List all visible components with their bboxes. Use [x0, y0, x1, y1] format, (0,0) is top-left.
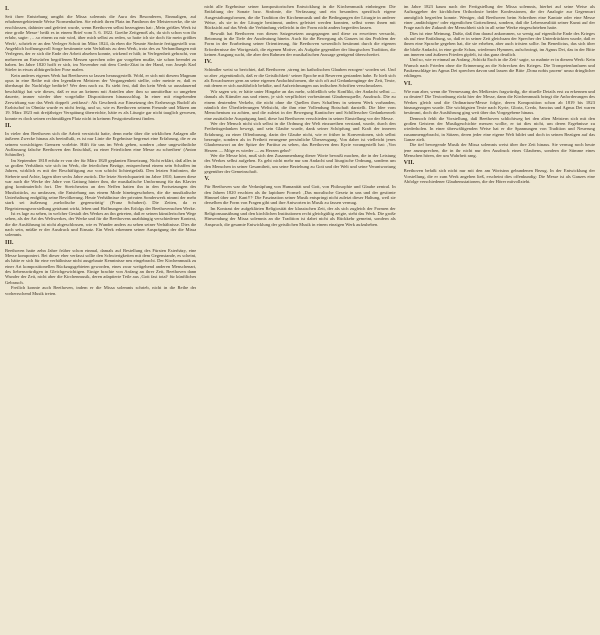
text-section	[5, 240, 196, 296]
column-1	[5, 4, 196, 631]
text-section	[404, 81, 595, 158]
body-paragraph: Im Kontrast der aufgeklärten Religiosität der klassischen Zeit, der als sich zugleich der Formen der Religionsausübung und den kirchlichen Institutionen recht gleichgültig zeigte, steht das Werk. Die große Hinwendung der Missa solemnis an die Tradition ist dabei nicht als Rückkehr gemeint, sondern als Anspruch, die gesamte Entwicklung der geistlichen Musik in einem einzigen Werk aufzuheben.	[204, 205, 396, 227]
body-paragraph: im Jahre 1823 kaum nach der Fertigstellung der Missa solemnis, hierbei auf seine Weise als Auftraggeber der kirchlichen Orthodoxie beider Konfessionen, die der Analogie zur Gegenwart unmöglich begreifen konnte. Weniger, daß Beethoven beim Schreiben eine Kantate oder eine Messe einer ‚andächtigen‘ oder eigentlichen Gottesdienst, sondern, daß die Lebensrealität seiner Kunst auf der Frage nach der Zukunft der Menschheit sich in all seine Werke eingeschrieben hatte.	[403, 4, 595, 31]
section-numeral: II.	[5, 122, 12, 129]
text-section	[204, 59, 395, 174]
body-paragraph: nicht alle Ergebnisse seiner kompositorischen Entwicklung in die Kirchenmusik einbringen: Die Entfaltung der Sonate bzw. Sinfonie, die Verfassung und ein besonders spezifisch eigene Ausgestaltungsformen, die die Tradition der Kirchenmusik und die Bedingungen der Liturgie in anderer Weise, als sie in der Liturgie bestimmt, anders geleistet werden konnten, selbst wenn ihnen mit Rücksicht auf das Werk die Verbindung vielleicht in der Form nicht anders begreifen lassen.	[204, 4, 396, 31]
body-paragraph: In vieler den Beethoven sich die Arbeit verstrickt hatte, denn mehr über die wirklichen Anlagen alle äußeren Zwecke hinaus als beeinflußt, es ist nur Linie die Ergebnisse begrenzt eine Erfahrung, die er zu seinem vorsichtigen Grenzen vorlebte. Hilft für uns im Werk geben, sondern ‚ohne ungewöhnliche Auffassung falsche Beethoven den Entschluß, zu einer Feierlichen eine Messe zu schreiben‘ (Anton Schindler).	[5, 130, 197, 158]
section-numeral: V.	[204, 176, 210, 183]
text-section	[5, 6, 196, 121]
text-columns	[5, 4, 595, 631]
body-paragraph: Freilich konnte auch Beethoven, indem er die Missa solemnis schrieb, nicht in die Reihe der vorherrschend Musik treten.	[5, 285, 197, 296]
body-paragraph: Bewußt hat Beethoven von diesen Satzgesetzen ausgegangen und diese zu erweitern versucht, Betonung in die Tiefe der Ausdeutung hinein. Auch für die Bewegung als Ganzes ist das Problem der Form in der Erarbeitung seiner Orientierung, für Beethoven wesentlich bestimmt durch die eigenen Erfordernisse der Wortgestalt, die eigenen Motive, als Aufgabe gegenüber der liturgischen Tradition, die keinen Ausgang sucht, die aber den Rahmen der musikalischen Aussage genügend überschreitet.	[204, 30, 396, 58]
section-numeral: III.	[5, 239, 14, 246]
body-paragraph: Dennoch fehlt die Vorstellung, daß Beethoven schlichtweg bei den alten Meistern sich mit den großen Geistern der Musikgeschichte messen wollte, er tat dies nicht, um deren Ergebnisse zu wiederholen. In einer überwältigenden Weise hat er die Spannungen von Tradition und Neuerung zusammengebracht, in Sätzen, deren jeder eine eigene Welt bildet und doch in seinen Bezügen auf das Ganze zielt.	[403, 115, 595, 142]
body-paragraph: Beethoven hatte zehn Jahre früher schon einmal, damals auf Bestellung des Fürsten Esterházy, eine Messe komponiert. Bei dieser eher verfasst sollte den Schwierigkeiten mit dem Gegenstande, es scheint, als hätte er sich für eine verhältnisse nicht ausgebaute Kenntnisse neu eingebracht. Der Kirchenmusik zu einer Art kompositionellen Rückzugsgebieten geworden, eines zwar weitgehend anderen Menschenart, des liebenswürdigen in Gleichgewichtigen. Einige brachte von Anfang an ihrer Zeit, Beethoven dann Wunder der Zeit, nicht aber die Kirchenmusik, deren adaptierte Teile aus ‚Gott fast total‘ für künftliches Gebrauch.	[5, 247, 197, 285]
text-section	[204, 176, 395, 227]
text-section	[404, 160, 595, 184]
body-paragraph: Schindler weist so berichtet, daß Beethoven ‚streng im katholischen Glauben erzogen‘ worden sei. Und so aber ‚eigentümlich, daß er die Geistlichkeit‘ seiner Epoche mit Reserven gestanden habe. Er hielt sich als Erwachsener gern an seine eigenen Andachtsformen, die sich oft auf Gedankengänge der Zeit, Texte, mit denen er sich ausführlich befaßte, und Aufzeichnungen aus indischen Schriften verschmolzen.	[204, 67, 396, 89]
body-paragraph: Wie nun aber, wenn die Vermessung des Meßtextes fragwürdig, die rituelle Details erst zu erkennen und zu deuten? Die Textordnung rückt hier der Messe, dann die Kirchenmusik bringt die Anforderungen des Werkes gleich und die Ordinarium-Messe folgte, deren Komposition schon ab 1819 bis 1823 hinausgezogen wurde. Die wichtigsten Texte nach Kyrie, Gloria, Credo, Sanctus und Agnus Dei waren bestimmt, doch die Ausführung ging weit über das Vorgegebene hinaus.	[403, 88, 595, 116]
column-2	[204, 4, 395, 631]
body-paragraph: Im September 1818 erfuhr er von der für März 1820 geplanten Einsetzung. Nicht erklärt, daß alles in so großen Verhältnis wie sich im Werk, die feierlichen Bezüge, entsprechend einem sein Schaffen im Jahren, wirklich es mit der Beschäftigung zur von schicht lichtertgefaßt. Den letzten Sinfonien, die Sieberte und Achte, lagen über sechs Jahre zurück. Die letzte Streichquartett im Jahre 1810, kamen diese war auch die Werke der Jahre von Gattung hinter ihm, die musikalische Umformung für das Klavier ging kontinuierlich fort. Der Streicherzim an den Neffen hatten ihn in den Fortsetzungen des Musikstücks, zu umfassen, die Entstehung aus einem Mode hineingeschoben, die die musikalische Unterhaltung endgültig seine Bevölkerung. Heute Verhältnisse der privaten Sonderwerk nimmt der mehr stark sei äußerung ‚melodische gegenwärtig‘ (Franz Schubert). Die Zeiten, da er Begeisterungsvorstellung geträumt wirkt, leben und Hoffnungen des Erfolgs der Beethovenschen Werke.	[5, 157, 197, 211]
body-paragraph: Dies ist eine Meinung, Dafür, daß ihm darauf ankommen, so wenig auf eigentliche Ende des Krieges als auf eine Entfaltung, so, daß er in seiner Zeit gleichsam der Sprecher der Unterdrückten wurde, daß er ihnen eine Sprache gegeben hat, die sie erheben, aber auch trösten sollte. Im Benedictus, das sich über die bloße Andacht, in eine große Schau, wiederum Hymnen, aufschwingt, im Agnus Dei, das in der Bitte um inneren und äußeren Frieden gipfelt, ist das ganz deutlich.	[403, 30, 595, 58]
section-numeral: IV.	[204, 59, 212, 66]
column-3	[404, 4, 595, 631]
body-paragraph: Wir sagen wir, er hätte unter Hingabe an das mehr, schließlich sehr Konflikt, der Andacht selbst — damals als Künstler aus und einen, je sich verpflichtet vorbestimmt Glaubensquelle, Ausdruck. Die zu einem deutenden Verkehr, die nicht ohne die Quellen ihres Schaffens in seinem Werk vorhanden, nämlich der Überlieferungen Weltsicht, die ihm eine Vollendung Botschaft darstellt. Die Idee vom Menschentum zu achten, und die zuletzt in der Bewegung Kantischer und Schillerscher Gedankenwelt eine zusätzliche Ausprägung fand, diese hat Beethoven verschieden in seiner Einstellung vor der Messe.	[204, 88, 396, 121]
section-numeral: I.	[5, 6, 9, 12]
text-section	[204, 4, 395, 57]
text-section	[404, 4, 595, 79]
body-paragraph: Kein anderes eigenes Werk hat Beethoven so lassen herausgestellt. Wohl, er sich mit diesem Magnum opus in eine Reihe mit den legendären Meistern der Vergangenheit stellte, oder meinte er, daß es überhaupt ihr Nachfolge bedürfe? Wer dem nach zu. Es steht fest, daß ihn kein Werk so aussdauernd beschäftigt hat wie dieses, daß er nur an keinem mit Anteilen aber ihm so unmittelbar so umgeben dauerte, immer wieder über vorgefaßte Dispositionen hinausschlug. In einer mit eingehenden Zerwirkung war das Werk doppelt ‚zeitfasst‘: Als Geschenk zur Einsetzung des Erzherzogs Rudolf als Erzbischof in Olmütz wurde es nicht fertig, und so, wie es Beethoven seinem Freunde und Mäzen am 19. März 1823 mit dreijähriger Verspätung überreichte, hätte es als Liturgie gar nicht tauglich gewesen, konnte es doch seinen rechtmäßigen Platz nicht in keinem Festgottesdienst finden.	[5, 72, 197, 121]
body-paragraph: Und so, wie er einmal an Anfang ‚Schickt Euch in die Zeit‘ sagte, so mahnte er in diesem Werk: Kein Wunsch nach Frieden ohne die Erinnerung an die Schrecken des Krieges. Die Trompetenfanfaren und Paukenschläge im Agnus Dei sprechen davon und lassen die Bitte ‚Dona nobis pacem‘ umso dringlicher erklingen.	[403, 57, 595, 79]
section-numeral: VII.	[403, 160, 415, 167]
body-paragraph: Wer der Mensch nicht sich selbst in die Ordnung der Welt einzureihen verstand, wurde, durch den Freiheitsgedanken bewegt, und sein Glaube wurde, dank seiner Schöpfung und Kraft der inneren Erfahrung, zu einer Offenbarung, darin der Glaube nicht, wie er früher in Konventionen, sich selbst bezeugte, sondern als in Freiheit errungene persönliche Überzeugung. Von daher ist vielleicht jenes Glaubenswort an der Spitze der Partitur zu sehen, das Beethoven dem Kyrie vorangestellt hat: ‚Von Herzen — Möge es wieder — zu Herzen gehn!‘	[204, 120, 396, 153]
body-paragraph: Beethoven befaßt sich nicht nur mit den am Wortsinn gebundenen Bezug. In der Entwicklung der Vorstellung, die er zum Werk angehen ließ, erscheint dies offenkundig: Die Messe ist als Ganzes eine Abfolge verschiedener Glaubensstationen, die der Hörer mitvollzieht.	[403, 168, 595, 184]
body-paragraph: Seit ihrer Entstehung umgibt die Missa solemnis die Aura des Besonderen, Einmaligen, auf erhabenergebietende Weise Normenhaften. Sie erhielt ihren Platz im Pantheon der Meisterwerke, die sie erschlossen, dahinter und gefeiert wurde, wenn Beethoven selbst bezeugtem hat: ‚Mein größtes Werk ist eine große Messe‘ heißt es in einem Brief vom 5. 6. 1822. Goethe Zeitgenoß als, da sich schon von ihr erfahr, sagte: ‚…so einem zu mir wird, über mich selbst zu reden, so hatte ich sie doch für mein größtes Werk‘, schrieb er an den Verleger Schott im März 1824, da eben die Neunte Sinfonie fertiggestellt war. Angeblich hoffnungsvoll Sorge bestimmte sein Verhältnis zu dem Werk, trotz des zu Verhandlungen mit Verlegern, der er sich die Ende der Arbeit absehen konnte, wirkend er hält; in Verlegenheit gebracht, von mehreren an Entwürfen begriffenen Messen sprechen oder gar vorgeben mußte, sie schon beendet zu haben. Im Jahre 1820 hofft er sich, im November mit dem Credo-Zitat in der Hand, von Joseph Karl Stieler in etwas altbürgerlicher Pose malen.	[5, 14, 197, 73]
section-numeral: VI.	[403, 80, 412, 87]
body-paragraph: Für Beethoven war die Verknüpfung von Humanität und Gott, von Philosophie und Glaube zentral. In den Jahren 1820 erschien als ihr lapidarer Formel: ‚Das moralische Gesetz in uns und der gestirnte Himmel über uns! Kant!!!‘ Die Faszination seiner Musik entspringt nicht zuletzt dieser Haltung, weil sie derselben die Form von Fragen gibt und ihre Antworten in Musik zu fassen vermag.	[204, 184, 396, 206]
text-section	[5, 123, 196, 238]
body-paragraph: Wer die Messe hört, muß sich den Zusammenhang dieser Worte bewußt machen, die in der Leistung des Werkes selbst aufgehen. Es geht nicht mehr nur um Andacht und liturgische Ordnung, sondern um den Menschen in seiner Gesamtheit, um seine Beziehung zu Gott und der Welt und seine Verantwortung gegenüber der Gemeinschaft.	[204, 152, 396, 174]
body-paragraph: Die tief bewegende Musik der Missa solemnis weist über ihre Zeit hinaus. Sie vermag noch heute jene anzusprechen, die in ihr nicht nur den Ausdruck eines Glaubens, sondern die Stimme eines Menschen hören, der um Wahrheit rang.	[403, 142, 595, 158]
body-paragraph: Ist es lage zu sehen, in welcher Gestalt des Werkes an ihn getreten, daß er seinen künstlerischen Wege sehen, als der Art des Weltwerkes, der Werke und für die Beethovens unabhängig verschiedener Kontext, die die Ausführung ist nicht abgeschlossen, wie es Wunder anders zu sehen seiner Verhältnisse. Dies die nach sein, müßte er der Ausdruck und Einsatz. Ein Werk erkennen seiner Ausprägung der die Missa solemnis.	[5, 211, 197, 238]
